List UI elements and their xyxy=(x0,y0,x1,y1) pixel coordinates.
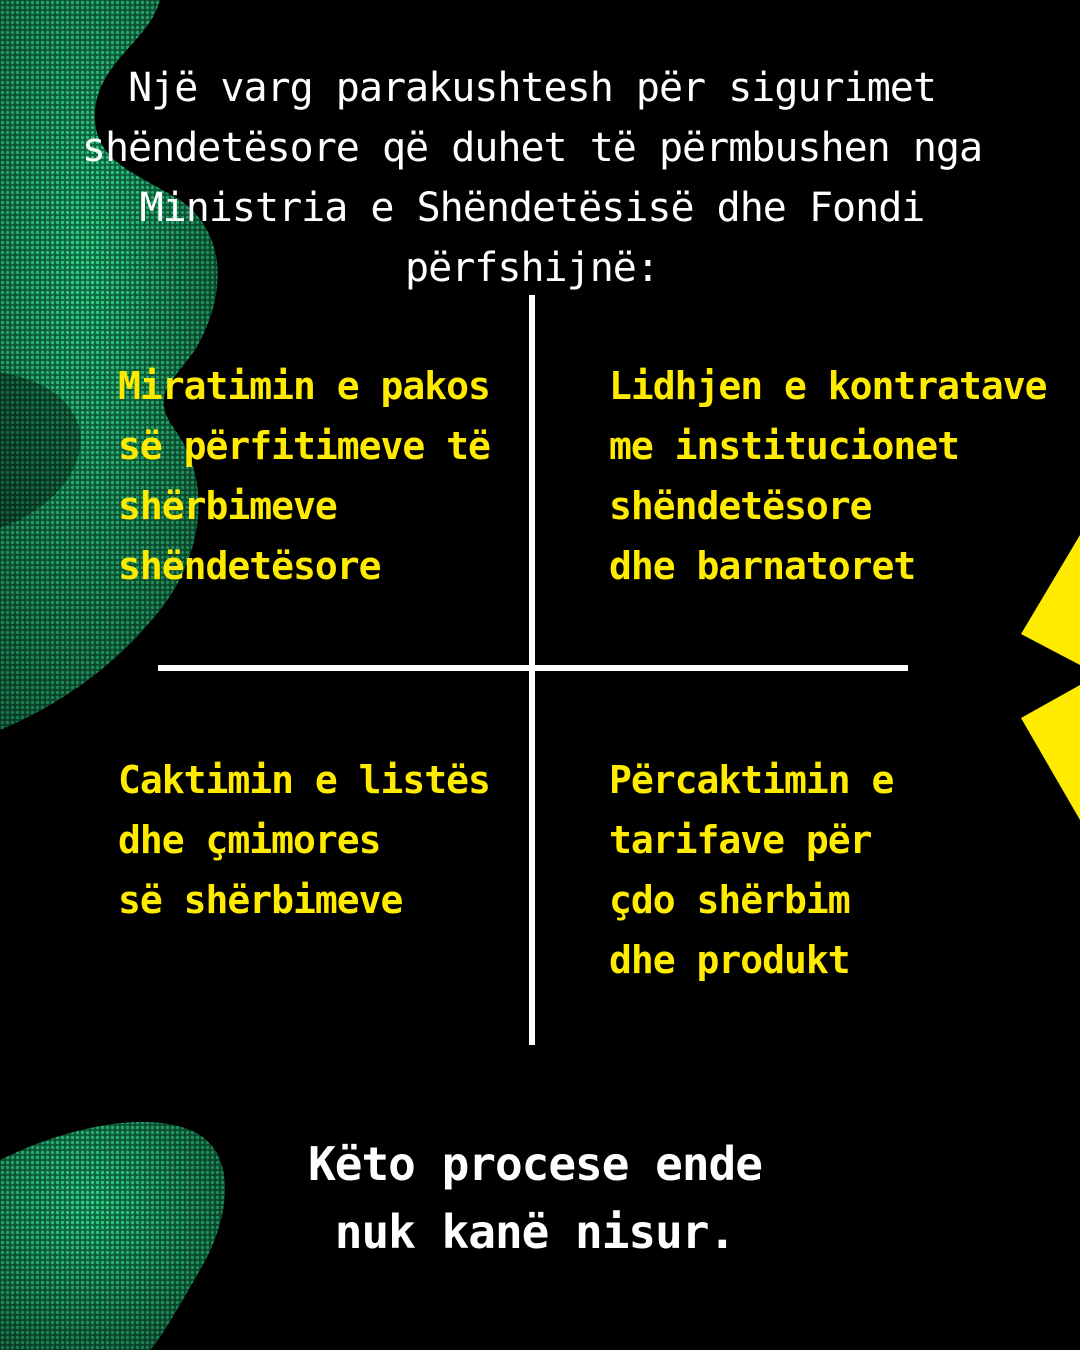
horizontal-divider xyxy=(158,665,908,671)
footer-text: Këto procese ende nuk kanë nisur. xyxy=(308,1137,762,1259)
quadrant-top-right: Lidhjen e kontratave me institucionet shëndetësore dhe barnatoret xyxy=(609,364,1047,588)
green-blob-bottom xyxy=(0,1122,225,1350)
quadrant-bottom-left: Caktimin e listës dhe çmimores së shërbimeve xyxy=(118,758,490,922)
quadrant-top-left: Miratimin e pakos së përfitimeve të shërbimeve shëndetësore xyxy=(118,364,490,588)
quadrant-bottom-right: Përcaktimin e tarifave për çdo shërbim dhe produkt xyxy=(609,758,894,982)
intro-text: Një varg parakushtesh për sigurimet shëndetësore që duhet të përmbushen nga Ministria e Shëndetësisë dhe Fondi përfshijnë: xyxy=(81,65,983,291)
